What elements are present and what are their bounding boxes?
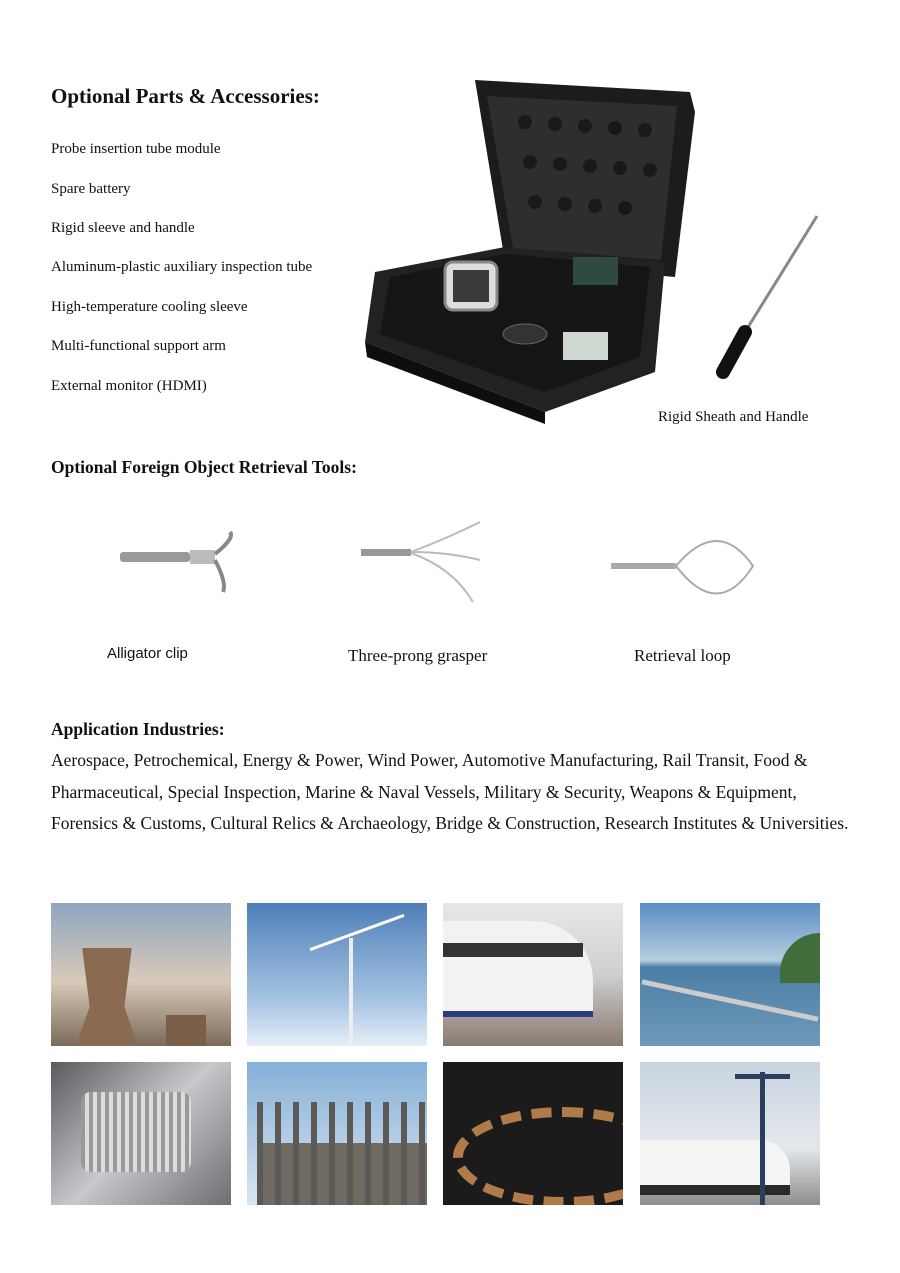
- accessory-item: High-temperature cooling sleeve: [51, 299, 248, 315]
- accessory-item: Rigid sleeve and handle: [51, 220, 195, 236]
- three-prong-grasper-image: [358, 518, 488, 608]
- photo-cooling-towers: [51, 903, 231, 1046]
- photo-cable-stayed-bridge: [640, 903, 820, 1046]
- retrieval-loop-image: [608, 526, 758, 611]
- tool-label: Alligator clip: [107, 645, 188, 662]
- photo-petrochemical-plant: [247, 1062, 427, 1205]
- rigid-sheath-handle-image: [705, 212, 825, 390]
- industries-text: Aerospace, Petrochemical, Energy & Power, Wind Power, Automotive Manufacturing, Rail Transit, Food & Pharmaceutical, Special Inspection, Marine & Naval Vessels, Military & Security, Weapons & Equipment, Forensics & Customs, Cultural Relics & Archaeology, Bridge & Construction, Research Institutes & Universities.: [51, 750, 849, 833]
- rigid-sheath-caption: Rigid Sheath and Handle: [658, 409, 809, 425]
- alligator-clip-image: [115, 528, 250, 603]
- photo-large-gear: [443, 1062, 623, 1205]
- photo-high-speed-train: [443, 903, 623, 1046]
- photo-wind-turbine: [247, 903, 427, 1046]
- accessory-item: Spare battery: [51, 181, 131, 197]
- accessory-item: Multi-functional support arm: [51, 338, 226, 354]
- industries-title: Application Industries:: [51, 719, 225, 739]
- accessory-item: Aluminum-plastic auxiliary inspection tube: [51, 259, 313, 275]
- carrying-case-image: [355, 72, 700, 424]
- retrieval-title: Optional Foreign Object Retrieval Tools:: [51, 457, 357, 477]
- accessories-title: Optional Parts & Accessories:: [51, 84, 320, 108]
- photo-jet-engine: [51, 1062, 231, 1205]
- accessory-item: External monitor (HDMI): [51, 378, 207, 394]
- tool-label: Retrieval loop: [634, 646, 731, 665]
- photo-cruise-ship-shipyard: [640, 1062, 820, 1205]
- tool-label: Three-prong grasper: [348, 646, 488, 665]
- accessory-item: Probe insertion tube module: [51, 141, 221, 157]
